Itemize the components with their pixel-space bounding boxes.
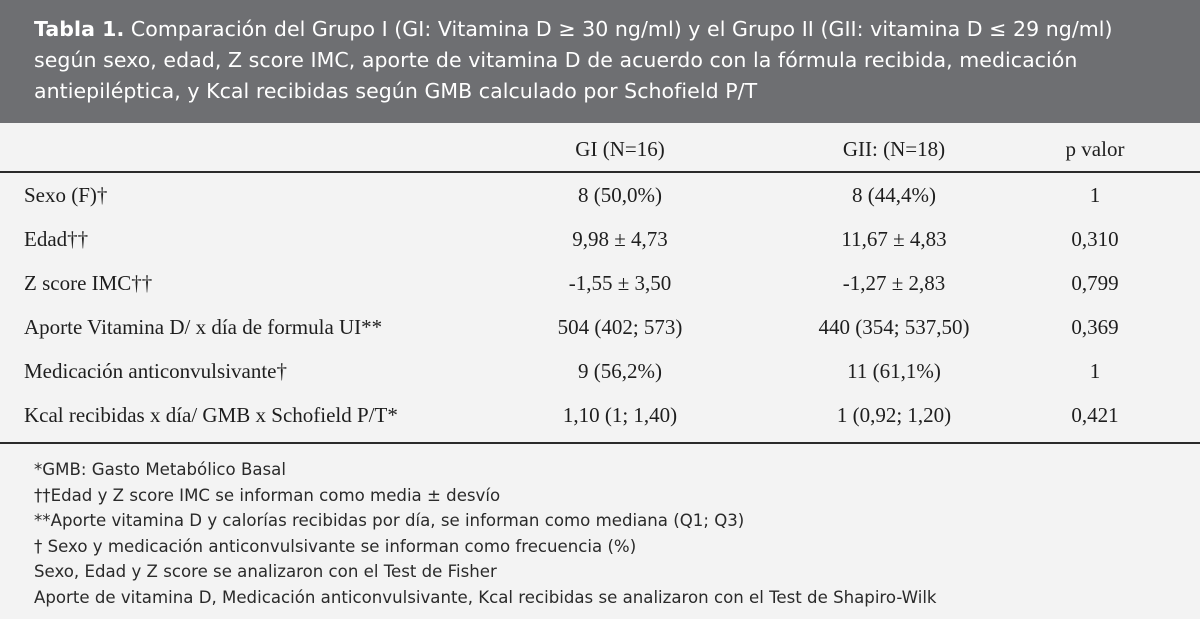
- cell-p-value: 0,799: [1071, 271, 1119, 295]
- table-footnotes: [0, 445, 1200, 619]
- cell-gii: 440 (354; 537,50): [818, 315, 970, 339]
- caption-label: Tabla 1.: [34, 17, 125, 41]
- cell-gii: 1 (0,92; 1,20): [836, 403, 952, 427]
- table-row: [0, 305, 1200, 349]
- cell-gii: 8 (44,4%): [852, 183, 936, 207]
- bottom-divider: [0, 442, 1200, 444]
- header-cell-p-value: p valor: [1065, 137, 1125, 161]
- table-row: [0, 261, 1200, 305]
- footnote: ††Edad y Z score IMC se informan como media ± desvío: [34, 485, 501, 505]
- row-label: Aporte Vitamina D/ x día de formula UI**: [24, 315, 383, 339]
- footnote: Aporte de vitamina D, Medicación anticonvulsivante, Kcal recibidas se analizaron con el Test de Shapiro-Wilk: [34, 587, 937, 607]
- cell-gi: 1,10 (1; 1,40): [562, 403, 678, 427]
- table-row: [0, 173, 1200, 217]
- cell-gi: -1,55 ± 3,50: [568, 271, 672, 295]
- footnote: Sexo, Edad y Z score se analizaron con el Test de Fisher: [34, 562, 497, 582]
- cell-gi: 504 (402; 573): [557, 315, 683, 339]
- data-table: [0, 123, 1200, 445]
- table-row: [0, 217, 1200, 261]
- caption-text: Comparación del Grupo I (GI: Vitamina D ≥ 30 ng/ml) y el Grupo II (GII: vitamina D ≤ 29 ng/ml) según sexo, edad, Z score IMC, aporte de vitamina D de acuerdo con la fórmula recibida, medicación antiepiléptica, y Kcal recibidas según GMB calculado por Schofield P/T: [34, 17, 1113, 103]
- cell-p-value: 0,421: [1071, 403, 1119, 427]
- cell-gii: -1,27 ± 2,83: [842, 271, 946, 295]
- table-caption: [0, 0, 1200, 123]
- footnote: **Aporte vitamina D y calorías recibidas por día, se informan como mediana (Q1; Q3): [34, 511, 745, 531]
- table-row: [0, 393, 1200, 437]
- row-label: Medicación anticonvulsivante†: [24, 359, 288, 383]
- footnote: *GMB: Gasto Metabólico Basal: [34, 460, 286, 479]
- row-label: Z score IMC††: [24, 271, 153, 295]
- cell-p-value: 0,310: [1071, 227, 1119, 251]
- table-row: [0, 349, 1200, 393]
- table-header-row: [0, 127, 1200, 171]
- header-cell-gii: GII: (N=18): [842, 137, 946, 161]
- cell-gi: 8 (50,0%): [578, 183, 662, 207]
- cell-gi: 9,98 ± 4,73: [572, 227, 668, 251]
- footnote: † Sexo y medicación anticonvulsivante se informan como frecuencia (%): [34, 536, 637, 556]
- cell-gii: 11,67 ± 4,83: [841, 227, 947, 251]
- cell-gi: 9 (56,2%): [578, 359, 662, 383]
- cell-p-value: 1: [1089, 183, 1101, 207]
- cell-gii: 11 (61,1%): [847, 359, 941, 383]
- row-label: Sexo (F)†: [24, 183, 108, 207]
- cell-p-value: 1: [1089, 359, 1101, 383]
- row-label: Edad††: [24, 227, 89, 251]
- cell-p-value: 0,369: [1071, 315, 1119, 339]
- row-label: Kcal recibidas x día/ GMB x Schofield P/T*: [24, 403, 398, 427]
- header-cell-gi: GI (N=16): [575, 137, 665, 161]
